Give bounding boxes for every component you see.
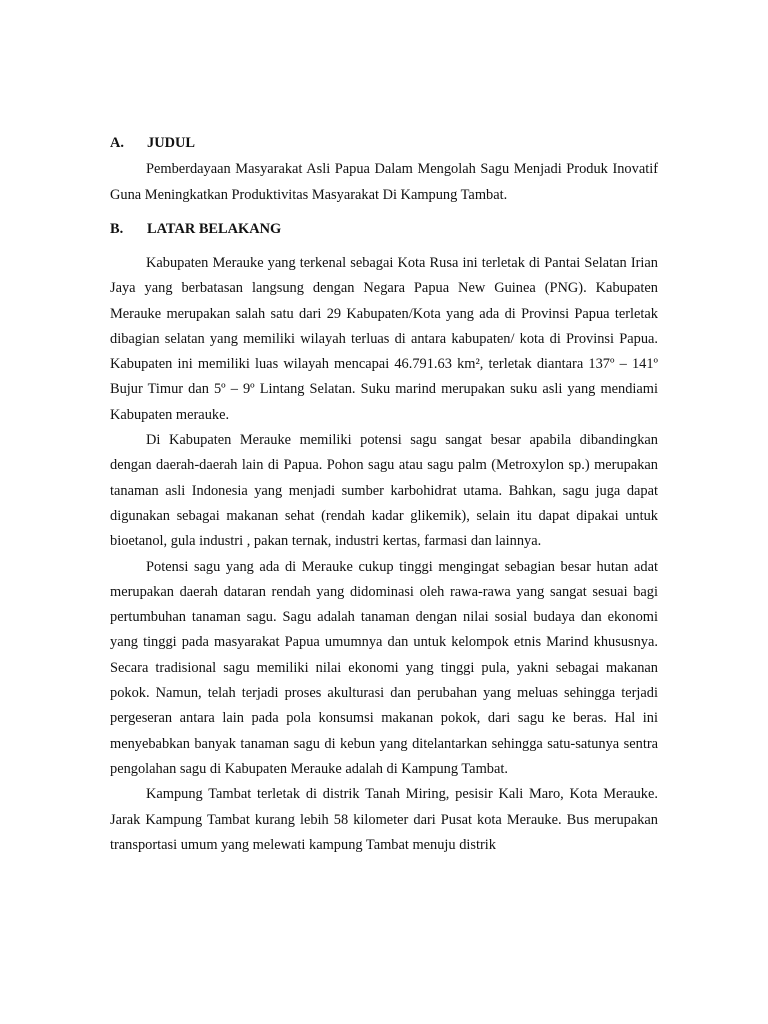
paragraph-3: Potensi sagu yang ada di Merauke cukup tinggi mengingat sebagian besar hutan adat merupakan daerah dataran rendah yang didominasi oleh rawa-rawa yang sangat sesuai bagi pertumbuhan tanaman sagu. Sagu adalah tanaman dengan nilai sosial budaya dan ekonomi yang tinggi pada masyarakat Papua umumnya dan untuk kelompok etnis Marind khususnya. Secara tradisional sagu memiliki nilai ekonomi yang tinggi pula, yakni sebagai makanan pokok. Namun, telah terjadi proses akulturasi dan perubahan yang meluas sehingga terjadi pergeseran antara lain pada pola konsumsi makanan pokok, dari sagu ke beras. Hal ini menyebabkan banyak tanaman sagu di kebun yang ditelantarkan sehingga satu-satunya sentra pengolahan sagu di Kabupaten Merauke adalah di Kampung Tambat. [110,558,658,777]
paragraph-2: Di Kabupaten Merauke memiliki potensi sagu sangat besar apabila dibandingkan dengan daerah-daerah lain di Papua. Pohon sagu atau sagu palm (Metroxylon sp.) merupakan tanaman asli Indonesia yang menjadi sumber karbohidrat utama. Bahkan, sagu juga dapat digunakan sebagai makanan sehat (rendah kadar glikemik), selain itu dapat dipakai untuk bioetanol, gula industri , pakan ternak, industri kertas, farmasi dan lainnya. [110,432,658,550]
section-title-a: JUDUL [147,135,195,151]
paragraph-4: Kampung Tambat terletak di distrik Tanah Miring, pesisir Kali Maro, Kota Merauke. Jarak Kampung Tambat kurang lebih 58 kilometer dari Pusat kota Merauke. Bus merupakan transportasi umum yang melewati kampung Tambat menuju distrik [110,786,658,853]
section-number-a: A. [110,135,124,151]
section-heading-b [110,217,658,241]
paragraph-1: Kabupaten Merauke yang terkenal sebagai Kota Rusa ini terletak di Pantai Selatan Irian Jaya yang berbatasan langsung dengan Negara Papua New Guinea (PNG). Kabupaten Merauke merupakan salah satu dari 29 Kabupaten/Kota yang ada di Provinsi Papua terletak dibagian selatan yang memiliki wilayah terluas di antara kabupaten/ kota di Provinsi Papua. Kabupaten ini memiliki luas wilayah mencapai 46.791.63 km², terletak diantara 137º – 141º Bujur Timur dan 5º – 9º Lintang Selatan. Suku marind merupakan suku asli yang mendiami Kabupaten merauke. [110,255,658,423]
document-page [110,131,658,858]
section-number-b: B. [110,221,124,237]
section-heading-a [110,131,658,155]
title-paragraph: Pemberdayaan Masyarakat Asli Papua Dalam Mengolah Sagu Menjadi Produk Inovatif Guna Meningkatkan Produktivitas Masyarakat Di Kampung Tambat. [110,161,658,203]
section-title-b: LATAR BELAKANG [147,221,282,237]
